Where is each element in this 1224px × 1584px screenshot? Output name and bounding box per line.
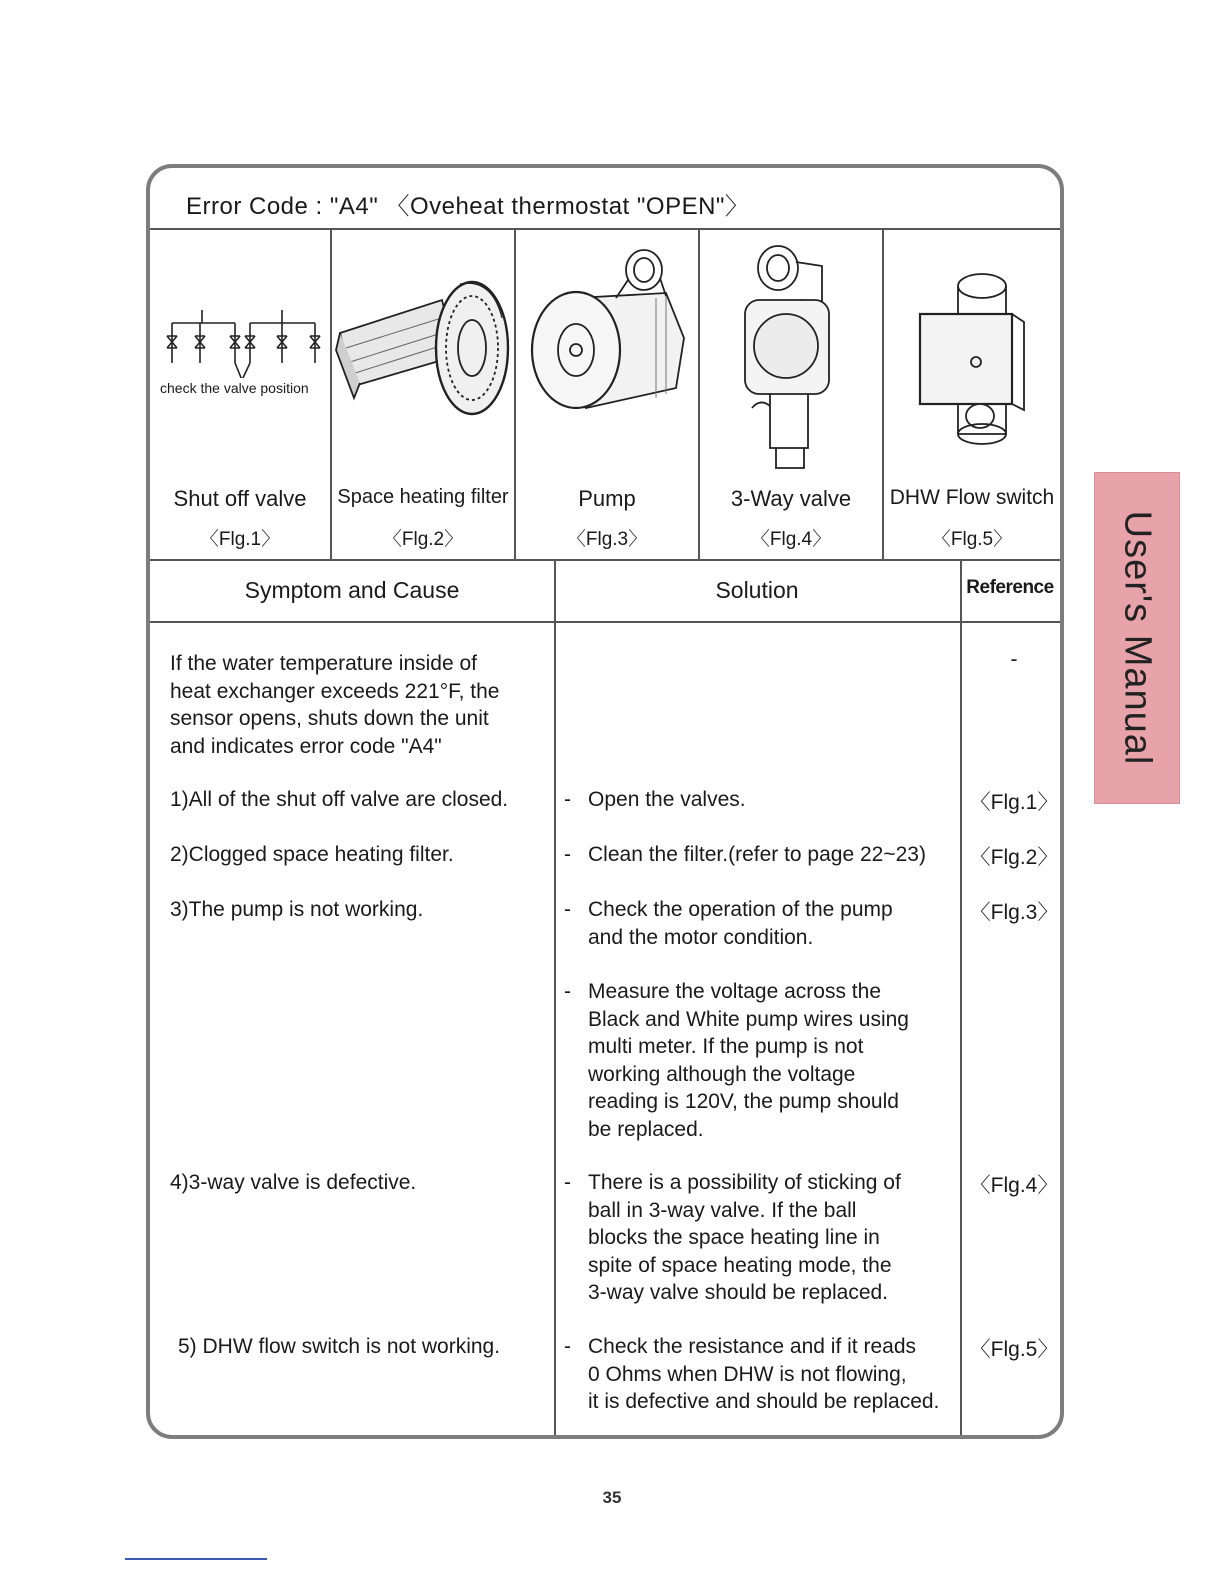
- cause-5: 5) DHW flow switch is not working.: [178, 1335, 501, 1358]
- bullet-dash: -: [564, 1171, 571, 1194]
- figure-ref: 〈Flg.4〉: [750, 529, 832, 550]
- solution-line: Check the resistance and if it reads: [588, 1335, 917, 1358]
- cause-1: 1)All of the shut off valve are closed.: [170, 788, 509, 811]
- filter-icon: [332, 238, 514, 478]
- bullet-dash: -: [564, 1335, 571, 1358]
- intro-line: sensor opens, shuts down the unit: [170, 707, 489, 730]
- cause-2: 2)Clogged space heating filter.: [170, 843, 454, 866]
- cause-3: 3)The pump is not working.: [170, 898, 424, 921]
- reference-5: 〈Flg.5〉: [969, 1338, 1059, 1361]
- figure-ref: 〈Flg.2〉: [382, 529, 464, 550]
- solution-line: and the motor condition.: [588, 925, 814, 949]
- solution-2: [564, 841, 926, 869]
- figure-caption: DHW Flow switch: [889, 486, 1055, 509]
- intro-line: and indicates error code "A4": [170, 734, 442, 758]
- reference-4: 〈Flg.4〉: [969, 1174, 1059, 1197]
- solution-line: Open the valves.: [588, 788, 746, 811]
- solution-5: [564, 1333, 939, 1416]
- reference-1: 〈Flg.1〉: [969, 791, 1059, 814]
- page-title: Error Code : "A4" 〈Oveheat thermostat "OPEN"〉: [150, 168, 1060, 230]
- figure-caption: Space heating filter: [337, 486, 509, 508]
- flow-switch-icon: [884, 238, 1060, 478]
- solution-line: reading is 120V, the pump should: [588, 1090, 899, 1113]
- figure-pump: [516, 230, 700, 559]
- solution-line: spite of space heating mode, the: [588, 1253, 892, 1277]
- figure-caption: Shut off valve: [173, 486, 307, 511]
- error-code-panel: [146, 164, 1064, 1439]
- solution-line: 3-way valve should be replaced.: [588, 1281, 889, 1304]
- solution-line: ball in 3-way valve. If the ball: [588, 1198, 857, 1222]
- solution-4: [564, 1169, 901, 1307]
- page-number: 35: [602, 1488, 622, 1507]
- cause-4: 4)3-way valve is defective.: [170, 1171, 417, 1194]
- solution-line: be replaced.: [588, 1117, 704, 1141]
- solution-line: There is a possibility of sticking of: [588, 1171, 901, 1194]
- table-header: [150, 561, 1060, 623]
- reference-3: 〈Flg.3〉: [969, 901, 1059, 924]
- solution-1: [564, 786, 746, 814]
- figure-ref: 〈Flg.3〉: [566, 529, 648, 550]
- figure-caption: 3-Way valve: [730, 486, 852, 511]
- figure-caption: Pump: [578, 486, 636, 511]
- figure-dhw-flow-switch: [884, 230, 1060, 559]
- solution-line: it is defective and should be replaced.: [588, 1390, 940, 1413]
- bullet-dash: -: [564, 898, 571, 921]
- solution-3b: [564, 978, 909, 1143]
- figure-ref: 〈Flg.1〉: [199, 529, 281, 550]
- solution-line: working although the voltage: [588, 1062, 856, 1086]
- three-way-valve-icon: [700, 238, 882, 478]
- solution-line: Measure the voltage across the: [588, 980, 881, 1003]
- figure-3-way-valve: [700, 230, 884, 559]
- figure-row: [150, 230, 1060, 561]
- side-tab-label: User's Manual: [1116, 510, 1159, 766]
- figure-shut-off-valve: [150, 230, 332, 559]
- figure-space-heating-filter: [332, 230, 516, 559]
- solution-line: 0 Ohms when DHW is not flowing,: [588, 1362, 907, 1386]
- intro-line: If the water temperature inside of: [170, 652, 477, 675]
- figure-ref: 〈Flg.5〉: [931, 529, 1013, 550]
- bullet-dash: -: [564, 980, 571, 1003]
- table-body: [150, 623, 1060, 1439]
- valve-diagram-icon: [150, 238, 330, 378]
- solution-line: multi meter. If the pump is not: [588, 1035, 864, 1058]
- intro-line: heat exchanger exceeds 221°F, the: [170, 679, 500, 703]
- header-reference: Reference: [966, 577, 1054, 598]
- pump-icon: [516, 238, 698, 478]
- footer-line: [125, 1558, 267, 1560]
- intro-text: [170, 650, 499, 760]
- side-tab: [1094, 472, 1180, 804]
- solution-line: Clean the filter.(refer to page 22~23): [588, 843, 926, 866]
- header-solution: Solution: [715, 577, 799, 603]
- valve-note: check the valve position: [160, 380, 309, 396]
- reference-2: 〈Flg.2〉: [969, 846, 1059, 869]
- solution-line: blocks the space heating line in: [588, 1226, 880, 1249]
- solution-line: Check the operation of the pump: [588, 898, 893, 921]
- solution-3a: [564, 896, 893, 951]
- solution-line: Black and White pump wires using: [588, 1007, 909, 1031]
- header-symptom: Symptom and Cause: [244, 577, 460, 603]
- intro-reference: -: [1010, 648, 1018, 671]
- bullet-dash: -: [564, 843, 571, 866]
- bullet-dash: -: [564, 788, 571, 811]
